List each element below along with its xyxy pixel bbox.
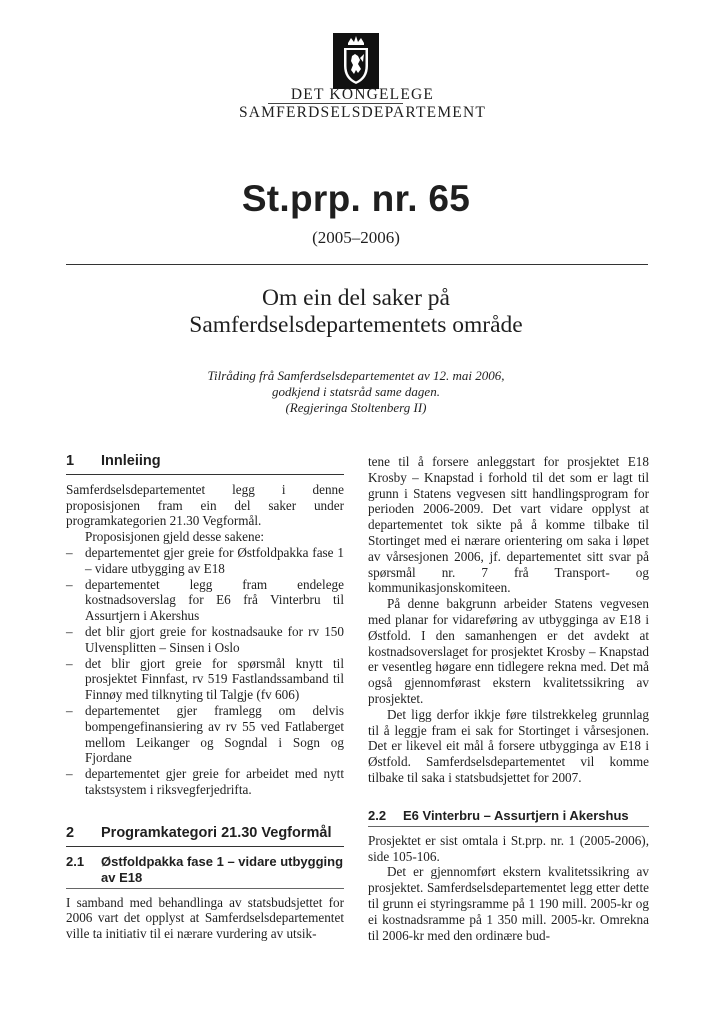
section-2-2-heading [368, 808, 649, 824]
paragraph: Det er gjennomført ekstern kvalitetssikring av prosjektet. Samferdselsdepartementet legg etter dette til grunn ei styringsramme på 1 190 mill. 2005-kr og ei kostnadsramme på 1 350 mill. 2005-kr. Omrekna til 2006-kr med den ordinære bud- [368, 864, 649, 943]
document-year: (2005–2006) [312, 228, 400, 247]
paragraph: I samband med behandlinga av statsbudsjettet for 2006 vart det opplyst at Samferdselsdepartementet ville ta initiativ til ei nærare vurdering av utsik- [66, 894, 344, 942]
section-number: 2.2 [368, 807, 387, 823]
section-number: 2 [66, 824, 75, 841]
recommendation-line3: (Regjeringa Stoltenberg II) [285, 400, 427, 415]
title-divider [66, 264, 648, 265]
subsection-rule [66, 888, 344, 889]
section-title: Programkategori 21.30 Vegformål [101, 824, 332, 841]
royal-coat-of-arms-icon [333, 33, 379, 89]
section-1-heading [66, 454, 344, 470]
heading-line1: Østfoldpakka fase 1 – vidare utbygging [101, 853, 344, 869]
section-rule [66, 846, 344, 847]
paragraph: På denne bakgrunn arbeider Statens vegvesen med planar for vidareføring av utbygginga av E18 i Østfold. I den samanhengen er det avdekt at kostnadsoverslaget for prosjektet Krosby – Knapstad er vesentleg høgare enn tidlegere rekna med. Det må også gjennomførast ekstern kvalitetssikring av prosjektet. [368, 596, 649, 706]
paragraph: tene til å forsere anleggstart for prosjektet E18 Krosby – Knapstad i forhold til det som er lagt til grunn i Statens vegvesen sitt handlingsprogram for perioden 2006-2009. Det vart vidare opplyst at departementet tok sikte på å komme tilbake til Stortinget med ei nærare orientering om saka i løpet av vårsesjonen 2006, jf. departementet sitt svar på spørsmål nr. 7 frå Transport- og kommunikasjonskomiteen. [368, 454, 649, 596]
department-name-line1: DET KONGELEGE [290, 86, 435, 103]
case-list [66, 545, 344, 798]
recommendation-line1: Tilråding frå Samferdselsdepartementet av 12. mai 2006, [207, 368, 505, 383]
document-title: St.prp. nr. 65 [241, 178, 471, 219]
paragraph: Det ligg derfor ikkje føre tilstrekkeleg grunnlag til å leggje fram ei sak for Stortinget i vårsesjonen. Det er likevel eit mål å forsere utbygginga av E18 i Østfold. Samferdselsdepartementet vil komme tilbake til saka i statsbudsjettet for 2007. [368, 706, 649, 785]
section-2-1-heading [66, 854, 344, 886]
list-item: – departementet gjer greie for Østfoldpakka fase 1 – vidare utbygging av E18 [66, 545, 344, 577]
paragraph: Prosjektet er sist omtala i St.prp. nr. 1 (2005-2006), side 105-106. [368, 832, 649, 864]
list-item: – departementet gjer greie for arbeidet med nytt takstsystem i riksvegferjedrifta. [66, 766, 344, 798]
section-title [101, 854, 343, 886]
recommendation-note [0, 368, 712, 416]
right-column [368, 454, 649, 943]
list-item: – det blir gjort greie for kostnadsauke for rv 150 Ulvensplitten – Sinsen i Oslo [66, 624, 344, 656]
section-number: 1 [66, 453, 75, 469]
list-item: – det blir gjort greie for spørsmål knytt til prosjektet Finnfast, rv 519 Fastlandssamband til Finnøy med tilknyting til Talgje (fv 606) [66, 656, 344, 703]
left-column [66, 454, 344, 942]
heading-line2: av E18 [101, 869, 143, 885]
document-subtitle [0, 285, 712, 339]
section-title: E6 Vinterbru – Assurtjern i Akershus [403, 807, 629, 823]
section-title: Innleiing [101, 453, 161, 469]
section-2-heading [66, 826, 344, 842]
paragraph: Samferdselsdepartementet legg i denne proposisjonen fram ein del saker under programkategorien 21.30 Vegformål. [66, 481, 344, 529]
section-rule [66, 474, 344, 475]
subtitle-line1: Om ein del saker på [262, 285, 450, 311]
list-item: – departementet legg fram endelege kostnadsoverslag for E6 frå Vinterbru til Assurtjern i Akershus [66, 577, 344, 624]
recommendation-line2: godkjend i statsråd same dagen. [272, 384, 440, 399]
list-item: – departementet gjer framlegg om delvis bompengefinansiering av rv 55 ved Fatlaberget mellom Leikanger og Sogndal i Sogn og Fjordane [66, 703, 344, 766]
subsection-rule [368, 826, 649, 827]
department-name-line2: SAMFERDSELSDEPARTEMENT [238, 104, 487, 121]
section-number: 2.1 [66, 853, 85, 869]
subtitle-line2: Samferdselsdepartementets område [189, 312, 523, 338]
paragraph: Proposisjonen gjeld desse sakene: [85, 529, 265, 545]
